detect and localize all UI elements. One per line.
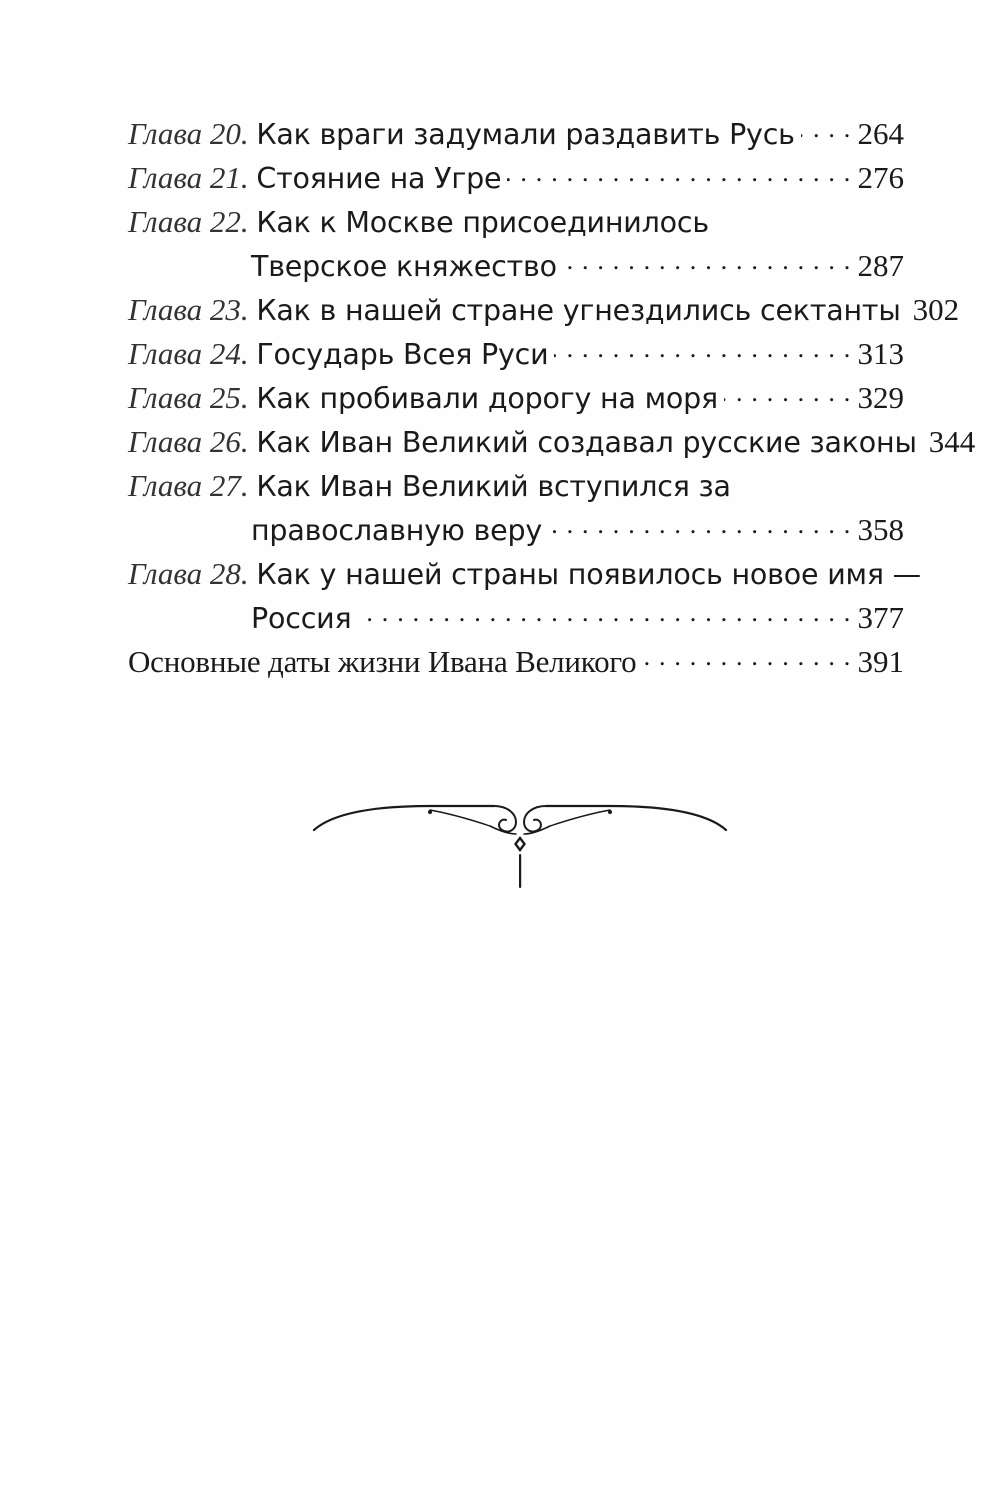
chapter-label: Глава 21. [128,160,249,195]
chapter-label: Глава 27. [128,468,249,503]
chapter-title: Государь Всея Руси [256,338,549,371]
toc-entry[interactable] [128,200,904,288]
page-number: 287 [857,248,904,283]
dot-leader [724,377,852,408]
chapter-title-continued: православную веру [251,514,543,547]
chapter-title-continued: Россия [251,602,352,635]
toc-entry[interactable] [128,420,976,464]
toc-entry[interactable] [128,332,904,376]
dot-leader [507,157,851,188]
decorative-divider-icon [312,800,728,896]
chapter-label: Глава 28. [128,556,249,591]
chapter-title: Как у нашей страны появилось новое имя — [256,558,921,591]
toc-entry-dates[interactable] [128,640,904,683]
toc-entry[interactable] [128,552,921,640]
toc-entry[interactable] [128,376,904,420]
chapter-title: Как враги задумали раздавить Русь [256,118,795,151]
dot-leader [801,113,852,144]
toc-entry[interactable] [128,288,960,332]
dot-leader [563,245,852,276]
page-number: 276 [857,160,904,195]
page-number: 358 [857,512,904,547]
dot-leader [357,597,851,628]
chapter-title: Как Иван Великий создавал русские законы [256,426,917,459]
chapter-title: Как к Москве присоединилось [256,206,709,239]
chapter-title: Стояние на Угре [256,162,502,195]
page-number: 377 [857,600,904,635]
chapter-title: Как Иван Великий вступился за [256,470,731,503]
dot-leader [554,333,851,364]
dot-leader [548,509,851,540]
appendix-title: Основные даты жизни Ивана Великого [128,644,637,679]
chapter-label: Глава 22. [128,204,249,239]
table-of-contents [128,112,976,683]
toc-entry[interactable] [128,112,904,156]
page-number: 391 [857,644,904,679]
chapter-label: Глава 25. [128,380,249,415]
chapter-title: Как в нашей стране угнездились сектанты [256,294,901,327]
toc-entry[interactable] [128,156,904,200]
page-number: 302 [912,292,960,327]
chapter-title: Как пробивали дорогу на моря [256,382,718,415]
page-number: 344 [928,424,976,459]
toc-entry[interactable] [128,464,904,552]
page-number: 329 [857,380,904,415]
chapter-label: Глава 24. [128,336,249,371]
chapter-label: Глава 20. [128,116,249,151]
page-number: 313 [857,336,904,371]
dot-leader [642,641,851,672]
chapter-label: Глава 26. [128,424,249,459]
chapter-title-continued: Тверское княжество [251,250,557,283]
page-number: 264 [857,116,904,151]
chapter-label: Глава 23. [128,292,249,327]
